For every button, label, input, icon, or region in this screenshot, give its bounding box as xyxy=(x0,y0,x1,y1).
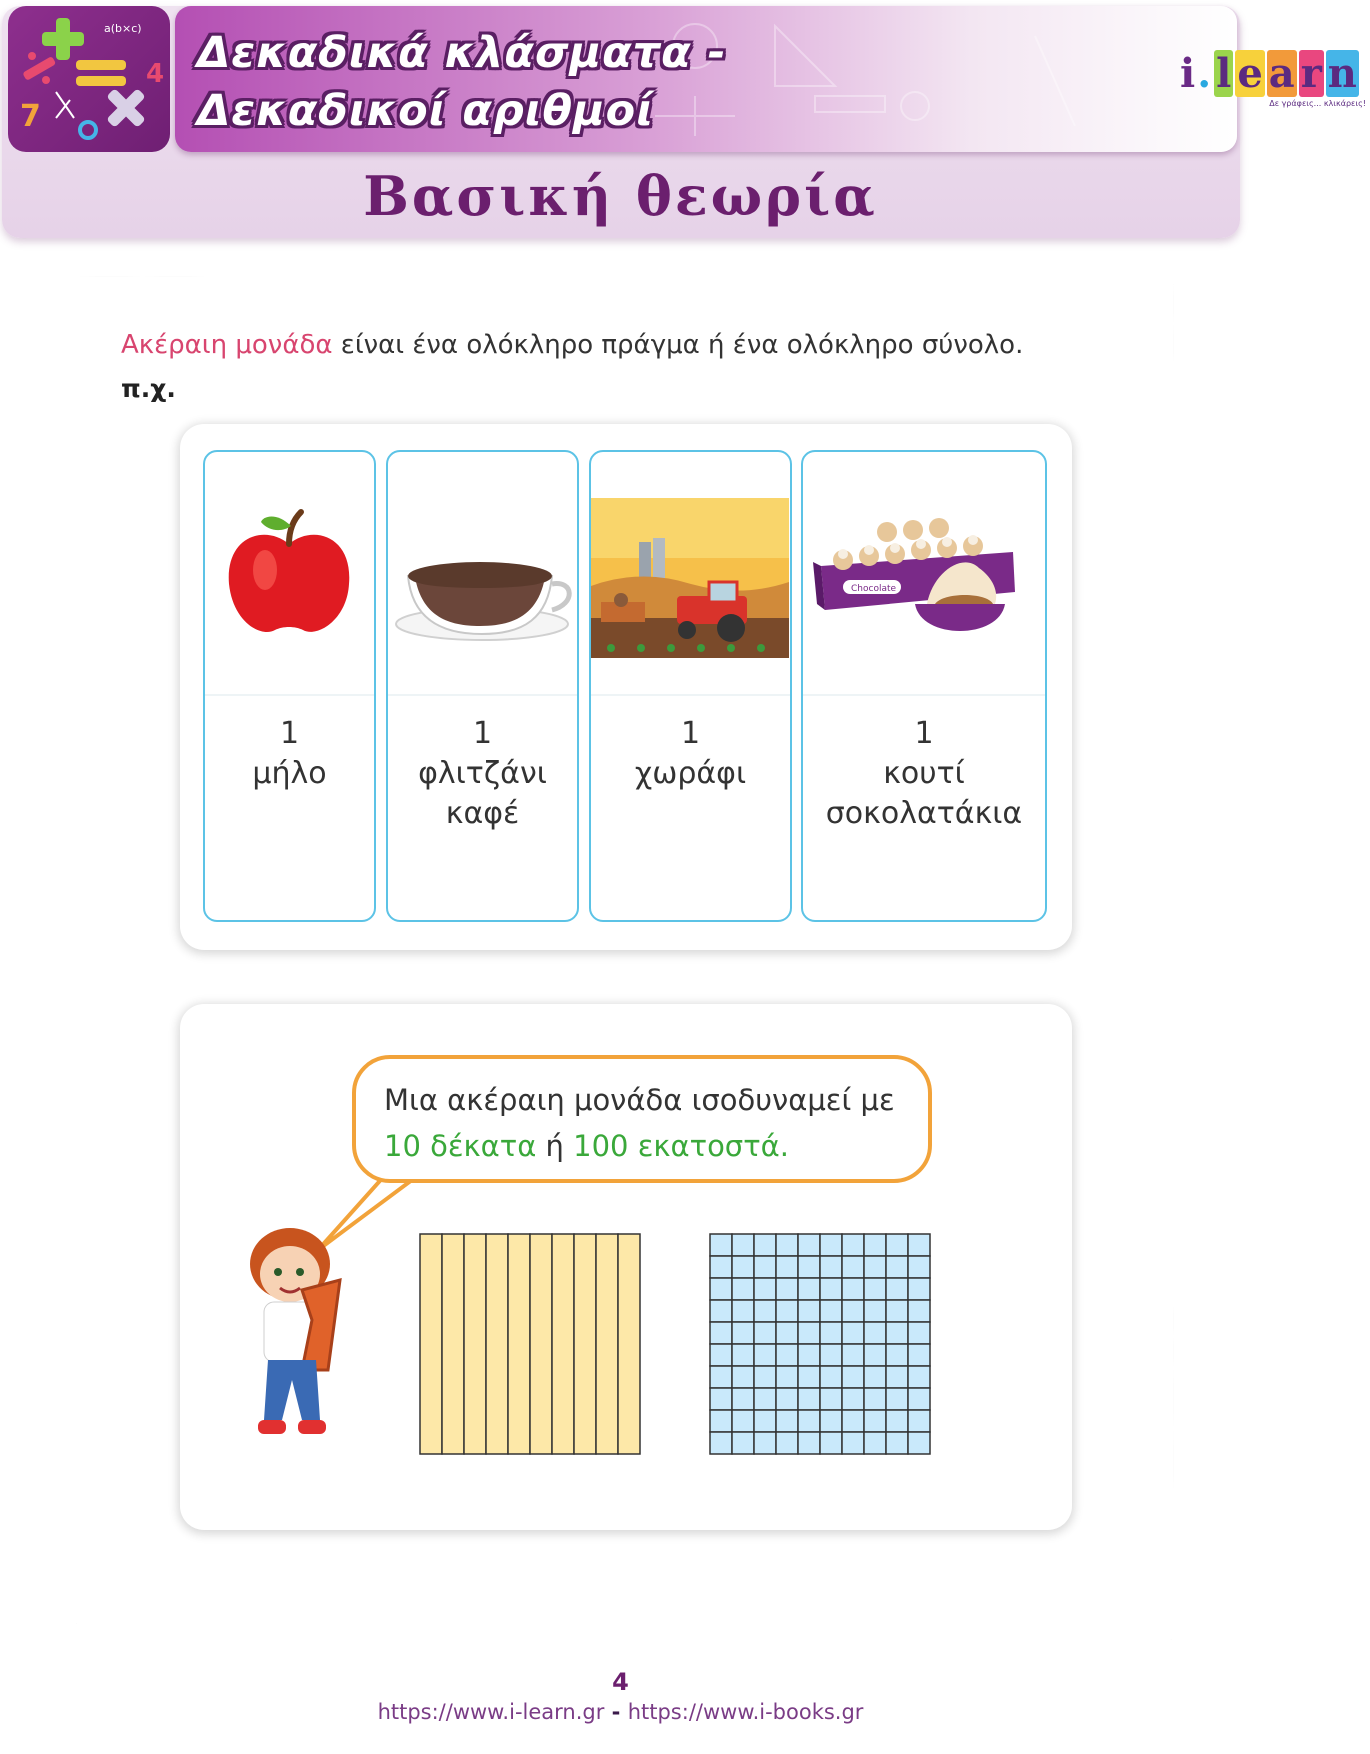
hundredth-cell xyxy=(732,1366,754,1388)
hundredth-cell xyxy=(776,1300,798,1322)
hundredth-cell xyxy=(864,1366,886,1388)
card-line1: κουτί xyxy=(883,756,965,791)
hundredth-cell xyxy=(732,1278,754,1300)
card-number: 1 xyxy=(279,716,300,751)
hundredth-cell xyxy=(754,1256,776,1278)
card-separator xyxy=(591,694,790,696)
footer-link-ibooks[interactable]: https://www.i-books.gr xyxy=(627,1700,864,1724)
intro-sentence xyxy=(121,330,1023,360)
card-caption xyxy=(803,714,1045,834)
hundredth-cell xyxy=(864,1234,886,1256)
hundredth-cell xyxy=(842,1366,864,1388)
hundredth-cell xyxy=(798,1278,820,1300)
hundredth-cell xyxy=(732,1388,754,1410)
field-icon xyxy=(591,498,789,658)
hundredth-cell xyxy=(820,1344,842,1366)
hundredth-cell xyxy=(798,1322,820,1344)
tenth-strip xyxy=(552,1234,574,1454)
boy-character-icon xyxy=(232,1220,362,1460)
hundredth-cell xyxy=(710,1256,732,1278)
tenth-strip xyxy=(618,1234,640,1454)
hundredth-cell xyxy=(842,1322,864,1344)
hundredth-cell xyxy=(842,1278,864,1300)
logo-tagline: Δε γράφεις... κλικάρεις! xyxy=(1269,99,1366,108)
card-caption xyxy=(591,714,790,794)
hundredth-cell xyxy=(864,1410,886,1432)
bubble-line2 xyxy=(384,1123,895,1169)
hundredth-cell xyxy=(820,1388,842,1410)
hundredth-cell xyxy=(908,1300,930,1322)
hundredth-cell xyxy=(798,1300,820,1322)
hundredth-cell xyxy=(864,1322,886,1344)
hundredth-cell xyxy=(908,1366,930,1388)
hundredth-cell xyxy=(886,1256,908,1278)
chocolate-box-label: Chocolate xyxy=(851,584,897,594)
hundredth-cell xyxy=(864,1300,886,1322)
tile-formula: a(b×c) xyxy=(104,22,142,35)
card-line1: χωράφι xyxy=(634,756,747,791)
hundredth-cell xyxy=(754,1432,776,1454)
hundredth-cell xyxy=(776,1388,798,1410)
title-line-1: Δεκαδικά κλάσματα - xyxy=(197,28,727,78)
hundredth-cell xyxy=(886,1300,908,1322)
hundredth-cell xyxy=(820,1300,842,1322)
hundredth-cell xyxy=(886,1366,908,1388)
apple-icon xyxy=(205,492,373,652)
logo-letter: e xyxy=(1237,50,1263,97)
hundredth-cell xyxy=(732,1234,754,1256)
logo-dot: . xyxy=(1197,50,1212,97)
bubble-line1: Μια ακέραιη μονάδα ισοδυναμεί με xyxy=(384,1083,895,1117)
hundredth-cell xyxy=(820,1432,842,1454)
hundredth-cell xyxy=(754,1234,776,1256)
section-subtitle: Βασική θεωρία xyxy=(363,164,878,228)
hundredth-cell xyxy=(754,1344,776,1366)
hundredth-cell xyxy=(842,1388,864,1410)
hundredth-cell xyxy=(754,1366,776,1388)
hundredths-text: 100 εκατοστά. xyxy=(573,1129,789,1163)
card-caption xyxy=(205,714,374,794)
tenth-strip xyxy=(530,1234,552,1454)
hundredth-cell xyxy=(842,1432,864,1454)
card-number: 1 xyxy=(680,716,701,751)
card-line1: μήλο xyxy=(252,756,327,791)
hundredths-grid xyxy=(709,1233,931,1455)
hundredth-cell xyxy=(798,1388,820,1410)
chocolate-box-icon xyxy=(803,492,1045,652)
hundredth-cell xyxy=(908,1278,930,1300)
hundredth-cell xyxy=(732,1344,754,1366)
hundredth-cell xyxy=(908,1322,930,1344)
ilearn-logo xyxy=(1180,50,1370,120)
hundredth-cell xyxy=(776,1322,798,1344)
hundredth-cell xyxy=(864,1344,886,1366)
hundredth-cell xyxy=(776,1344,798,1366)
hundredth-cell xyxy=(886,1432,908,1454)
example-card xyxy=(386,450,579,922)
hundredth-cell xyxy=(842,1234,864,1256)
tile-digit-seven: 7 xyxy=(20,99,41,134)
logo-i: i xyxy=(1180,50,1196,97)
hundredth-cell xyxy=(820,1234,842,1256)
hundredth-cell xyxy=(754,1278,776,1300)
card-separator xyxy=(803,694,1045,696)
example-card xyxy=(801,450,1047,922)
hundredth-cell xyxy=(864,1432,886,1454)
hundredth-cell xyxy=(886,1234,908,1256)
intro-highlight: Ακέραιη μονάδα xyxy=(121,330,333,360)
hundredth-cell xyxy=(710,1234,732,1256)
hundredth-cell xyxy=(776,1410,798,1432)
logo-letter: l xyxy=(1216,50,1232,97)
logo-letter: r xyxy=(1300,50,1322,97)
tenths-grid xyxy=(419,1233,641,1455)
card-line2: καφέ xyxy=(445,796,520,831)
title-banner xyxy=(175,6,1366,152)
hundredth-cell xyxy=(798,1344,820,1366)
card-number: 1 xyxy=(472,716,493,751)
tenths-text: 10 δέκατα xyxy=(384,1129,537,1163)
hundredth-cell xyxy=(710,1322,732,1344)
logo-letter: n xyxy=(1327,50,1357,97)
hundredth-cell xyxy=(908,1344,930,1366)
hundredth-cell xyxy=(908,1410,930,1432)
hundredth-cell xyxy=(842,1344,864,1366)
footer-separator: - xyxy=(604,1700,628,1724)
hundredth-cell xyxy=(908,1432,930,1454)
math-symbols-icon xyxy=(8,6,170,152)
example-label: π.χ. xyxy=(121,374,176,403)
hundredth-cell xyxy=(732,1410,754,1432)
hundredth-cell xyxy=(908,1388,930,1410)
hundredth-cell xyxy=(864,1388,886,1410)
hundredth-cell xyxy=(710,1410,732,1432)
hundredth-cell xyxy=(732,1432,754,1454)
intro-text: είναι ένα ολόκληρο πράγμα ή ένα ολόκληρο σύνολο. xyxy=(332,330,1024,360)
tenth-strip xyxy=(442,1234,464,1454)
hundredth-cell xyxy=(798,1234,820,1256)
hundredth-cell xyxy=(776,1432,798,1454)
hundredth-cell xyxy=(798,1410,820,1432)
hundredth-cell xyxy=(842,1256,864,1278)
hundredth-cell xyxy=(776,1234,798,1256)
card-separator xyxy=(205,694,374,696)
hundredth-cell xyxy=(754,1300,776,1322)
tenth-strip xyxy=(596,1234,618,1454)
tenth-strip xyxy=(464,1234,486,1454)
hundredth-cell xyxy=(820,1278,842,1300)
card-caption xyxy=(388,714,577,834)
hundredth-cell xyxy=(710,1366,732,1388)
hundredth-cell xyxy=(776,1256,798,1278)
footer-links xyxy=(0,1700,1241,1724)
hundredth-cell xyxy=(908,1256,930,1278)
math-symbols-tile xyxy=(8,6,170,152)
hundredth-cell xyxy=(886,1278,908,1300)
hundredth-cell xyxy=(886,1388,908,1410)
hundredth-cell xyxy=(820,1322,842,1344)
footer-link-ilearn[interactable]: https://www.i-learn.gr xyxy=(377,1700,605,1724)
page-number: 4 xyxy=(612,1668,629,1696)
example-card xyxy=(203,450,376,922)
hundredth-cell xyxy=(820,1366,842,1388)
tenth-strip xyxy=(508,1234,530,1454)
speech-bubble xyxy=(352,1055,932,1183)
hundredth-cell xyxy=(842,1410,864,1432)
hundredth-cell xyxy=(754,1410,776,1432)
card-separator xyxy=(388,694,577,696)
tenth-strip xyxy=(486,1234,508,1454)
hundredth-cell xyxy=(710,1388,732,1410)
hundredth-cell xyxy=(886,1410,908,1432)
logo-letter: a xyxy=(1268,50,1295,97)
hundredth-cell xyxy=(776,1366,798,1388)
hundredth-cell xyxy=(864,1278,886,1300)
card-line1: φλιτζάνι xyxy=(418,756,547,791)
hundredth-cell xyxy=(732,1256,754,1278)
hundredth-cell xyxy=(886,1322,908,1344)
coffee-cup-icon xyxy=(388,492,576,652)
hundredth-cell xyxy=(798,1256,820,1278)
hundredth-cell xyxy=(710,1300,732,1322)
or-text: ή xyxy=(536,1129,574,1163)
card-line2: σοκολατάκια xyxy=(825,796,1023,831)
bubble-text xyxy=(384,1077,895,1169)
tenth-strip xyxy=(574,1234,596,1454)
title-line-2: Δεκαδικοί αριθμοί xyxy=(197,86,654,136)
hundredth-cell xyxy=(908,1234,930,1256)
hundredth-cell xyxy=(776,1278,798,1300)
hundredth-cell xyxy=(710,1344,732,1366)
hundredth-cell xyxy=(842,1300,864,1322)
hundredth-cell xyxy=(754,1388,776,1410)
tenth-strip xyxy=(420,1234,442,1454)
card-number: 1 xyxy=(914,716,934,751)
hundredth-cell xyxy=(732,1322,754,1344)
hundredth-cell xyxy=(732,1300,754,1322)
tile-digit-four: 4 xyxy=(146,59,165,89)
header xyxy=(0,0,1366,245)
hundredth-cell xyxy=(710,1432,732,1454)
hundredth-cell xyxy=(798,1432,820,1454)
example-card xyxy=(589,450,792,922)
hundredth-cell xyxy=(820,1410,842,1432)
hundredth-cell xyxy=(820,1256,842,1278)
hundredth-cell xyxy=(754,1322,776,1344)
hundredth-cell xyxy=(798,1366,820,1388)
hundredth-cell xyxy=(886,1344,908,1366)
hundredth-cell xyxy=(864,1256,886,1278)
hundredth-cell xyxy=(710,1278,732,1300)
